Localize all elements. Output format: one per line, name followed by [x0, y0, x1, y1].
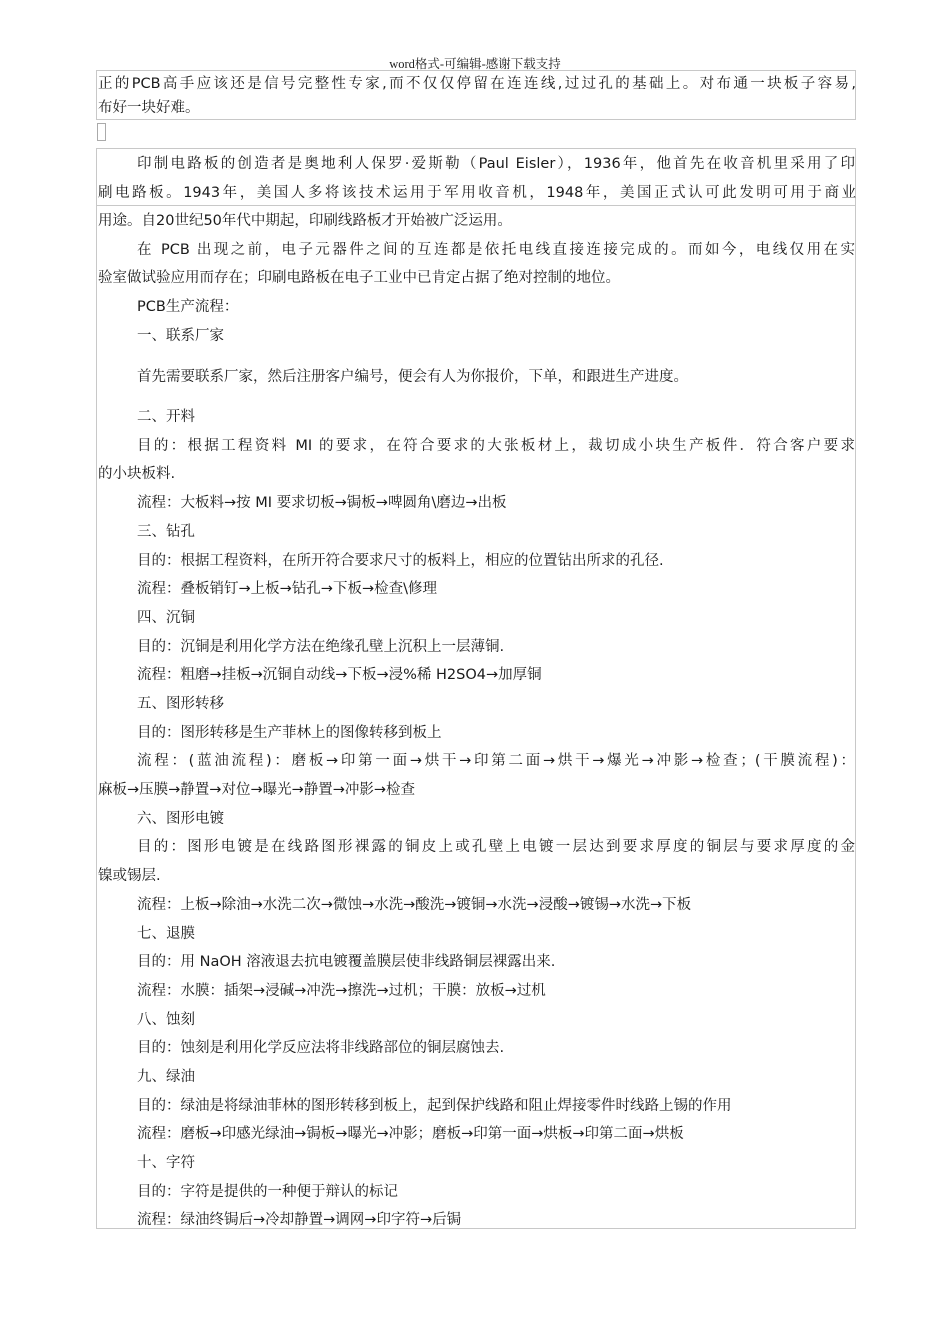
history-p1-line-1: 印制电路板的创造者是奥地利人保罗·爱斯勒（Paul Eisler），1936年，他首先在收音机里采用了印	[137, 156, 855, 172]
section-9-goal: 目的：绿油是将绿油菲林的图形转移到板上，起到保护线路和阻止焊接零件时线路上锡的作用	[137, 1098, 732, 1114]
section-5-goal: 目的：图形转移是生产菲林上的图像转移到板上	[137, 725, 442, 741]
section-1-text: 首先需要联系厂家，然后注册客户编号，便会有人为你报价，下单，和跟进生产进度。	[137, 369, 688, 385]
section-9-heading: 九、绿油	[137, 1069, 195, 1085]
intro-line-2: 布好一块好难。	[98, 100, 200, 116]
section-7-heading: 七、退膜	[137, 926, 195, 942]
section-3-heading: 三、钻孔	[137, 524, 195, 540]
history-p1-line-3: 用途。自20世纪50年代中期起，印刷线路板才开始被广泛运用。	[98, 213, 512, 229]
section-2-goal-line-1: 目的：根据工程资料 MI 的要求，在符合要求的大张板材上，裁切成小块生产板件．符合客户要求	[137, 438, 855, 454]
section-6-heading: 六、图形电镀	[137, 811, 224, 827]
section-6-flow: 流程：上板→除油→水洗二次→微蚀→水洗→酸洗→镀铜→水洗→浸酸→镀锡→水洗→下板	[137, 897, 692, 913]
section-10-goal: 目的：字符是提供的一种便于辩认的标记	[137, 1184, 398, 1200]
page-header: word格式-可编辑-感谢下载支持	[389, 57, 561, 71]
section-5-flow-line-1: 流程：(蓝油流程)：磨板→印第一面→烘干→印第二面→烘干→爆光→冲影→检查；(干膜流程)：	[137, 753, 855, 769]
section-2-heading: 二、开料	[137, 409, 195, 425]
intro-line-1: 正的PCB高手应该还是信号完整性专家,而不仅仅停留在连连线,过过孔的基础上。对布通一块板子容易,	[98, 76, 856, 92]
section-8-heading: 八、蚀刻	[137, 1012, 195, 1028]
section-3-goal: 目的：根据工程资料，在所开符合要求尺寸的板料上，相应的位置钻出所求的孔径.	[137, 553, 664, 569]
section-5-flow-line-2: 麻板→压膜→静置→对位→曝光→静置→冲影→检查	[98, 782, 416, 798]
section-7-flow: 流程：水膜：插架→浸碱→冲洗→擦洗→过机；干膜：放板→过机	[137, 983, 546, 999]
section-6-goal-line-2: 镍或锡层.	[98, 868, 161, 884]
history-p2-line-2: 验室做试验应用而存在；印刷电路板在电子工业中已肯定占据了绝对控制的地位。	[98, 270, 620, 286]
section-8-goal: 目的：蚀刻是利用化学反应法将非线路部位的铜层腐蚀去.	[137, 1040, 505, 1056]
section-10-heading: 十、字符	[137, 1155, 195, 1171]
section-6-goal-line-1: 目的：图形电镀是在线路图形裸露的铜皮上或孔壁上电镀一层达到要求厚度的铜层与要求厚度的金	[137, 839, 855, 855]
section-4-heading: 四、沉铜	[137, 610, 195, 626]
text-cursor	[97, 123, 106, 141]
text-frame-body	[96, 204, 856, 1229]
history-p1-line-2: 刷电路板。1943年，美国人多将该技术运用于军用收音机，1948年，美国正式认可此发明可用于商业	[98, 185, 856, 201]
section-5-heading: 五、图形转移	[137, 696, 224, 712]
section-7-goal: 目的：用 NaOH 溶液退去抗电镀覆盖膜层使非线路铜层裸露出来.	[137, 954, 556, 970]
section-3-flow: 流程：叠板销钉→上板→钻孔→下板→检查\修理	[137, 581, 437, 597]
history-p2-line-1: 在 PCB 出现之前，电子元器件之间的互连都是依托电线直接连接完成的。而如今，电线仅用在实	[137, 242, 855, 258]
section-4-goal: 目的：沉铜是利用化学方法在绝缘孔壁上沉积上一层薄铜.	[137, 639, 505, 655]
process-title: PCB生产流程：	[137, 299, 239, 315]
section-1-heading: 一、联系厂家	[137, 328, 224, 344]
section-4-flow: 流程：粗磨→挂板→沉铜自动线→下板→浸%稀 H2SO4→加厚铜	[137, 667, 542, 683]
section-2-goal-line-2: 的小块板料.	[98, 466, 176, 482]
section-9-flow: 流程：磨板→印感光绿油→锔板→曝光→冲影；磨板→印第一面→烘板→印第二面→烘板	[137, 1126, 684, 1142]
section-2-flow: 流程：大板料→按 MI 要求切板→锔板→啤圆角\磨边→出板	[137, 495, 507, 511]
section-10-flow: 流程：绿油终锔后→冷却静置→调网→印字符→后锔	[137, 1212, 462, 1228]
